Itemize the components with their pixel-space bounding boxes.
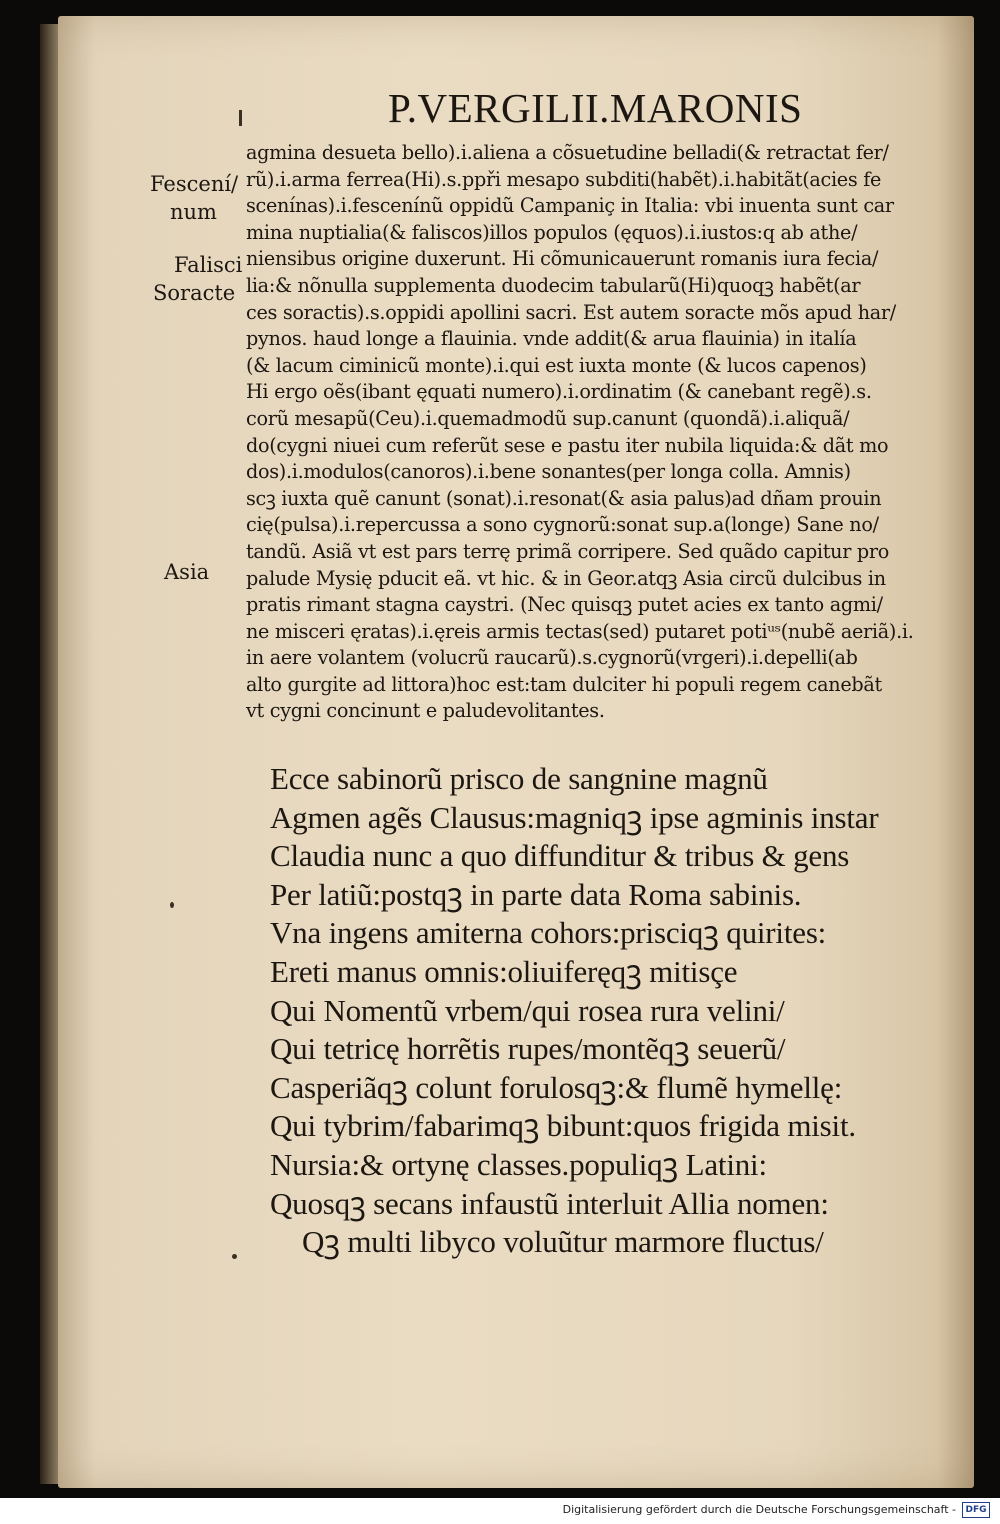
commentary-line: agmina desueta bello).i.aliena a cõsuetudine belladi(& retractat fer/ xyxy=(246,141,889,164)
verse-line: Nursia:& ortynę classes.populiqꝫ Latini: xyxy=(270,1146,767,1182)
commentary-line: do(cygni niuei cum referũt sese e pastu iter nubila liquida:& dãt mo xyxy=(246,433,889,457)
verse-block xyxy=(270,760,970,1262)
binding-edge xyxy=(40,24,58,1484)
commentary-line: ne misceri ęratas).i.ęreis armis tectas(sed) putaret potiᵘˢ(nubẽ aeriã).i. xyxy=(246,619,914,643)
commentary-line: ces soractis).s.oppidi apollini sacri. Est autem soracte mõs apud har/ xyxy=(246,300,896,324)
verse-line: Qui tetricę horrẽtis rupes/montẽqꝫ seuerũ/ xyxy=(270,1031,786,1067)
commentary-line: in aere volantem (volucrũ raucarũ).s.cygnorũ(vrgeri).i.depelli(ab xyxy=(246,646,858,670)
commentary-line: rũ).i.arma ferrea(Hi).s.ppři mesapo subditi(habẽt).i.habitãt(acies fe xyxy=(246,167,882,191)
commentary-line: palude Mysię pducit eã. vt hic. & in Geor.atqꝫ Asia circũ dulcibus in xyxy=(246,566,886,590)
folio-mark xyxy=(239,110,242,126)
marginal-note-asia: Asia xyxy=(164,560,210,584)
commentary-line: lia:& nõnulla supplementa duodecim tabularũ(Hi)quoqꝫ habẽt(ar xyxy=(246,273,861,297)
footer-credit: Digitalisierung gefördert durch die Deutsche Forschungsgemeinschaft - xyxy=(562,1503,956,1516)
commentary-line: dos).i.modulos(canoros).i.bene sonantes(per longa colla. Amnis) xyxy=(246,460,851,484)
commentary-line: (& lacum ciminicũ monte).i.qui est iuxta monte (& lucos capenos) xyxy=(246,353,867,377)
verse-line: Qui tybrim/fabarimqꝫ bibunt:quos frigida misit. xyxy=(270,1108,856,1144)
commentary-line: pratis rimant stagna caystri. (Nec quisqꝫ putet acies ex tanto agmi/ xyxy=(246,593,883,617)
paper-speck xyxy=(232,1254,237,1259)
commentary-line: niensibus origine duxerunt. Hi cõmunicauerunt romanis iura fecia/ xyxy=(246,247,879,271)
marginal-note-soracte: Soracte xyxy=(153,281,236,305)
commentary-line: pynos. haud longe a flauinia. vnde addit(& arua flauinia) in italía xyxy=(246,327,857,351)
verse-line: Per latiũ:postqꝫ in parte data Roma sabinis. xyxy=(270,876,802,912)
commentary-line: tandũ. Asiã vt est pars terrę primã corripere. Sed quãdo capitur pro xyxy=(246,539,890,563)
commentary-line: mina nuptialia(& faliscos)illos populos (ęquos).i.iustos:q ab athe/ xyxy=(246,220,858,244)
running-head: P.VERGILII.MARONIS xyxy=(388,85,803,131)
marginal-note-fescennium: Fescení/ xyxy=(150,172,239,196)
marginal-note-fescennium-cont: num xyxy=(170,200,217,224)
commentary-line: cię(pulsa).i.repercussa a sono cygnorũ:sonat sup.a(longe) Sane no/ xyxy=(246,513,879,537)
verse-line: Qꝫ multi libyco voluũtur marmore fluctus/ xyxy=(302,1224,824,1260)
verse-line: Quosqꝫ secans infaustũ interluit Allia nomen: xyxy=(270,1185,829,1221)
verse-line: Claudia nunc a quo diffunditur & tribus & gens xyxy=(270,838,850,874)
commentary-line: vt cygni concinunt e paludevolitantes. xyxy=(246,699,605,723)
commentary-line: scꝫ iuxta quẽ canunt (sonat).i.resonat(& asia palus)ad dñam prouin xyxy=(246,486,882,510)
verse-line: Ecce sabinorũ prisco de sangnine magnũ xyxy=(270,761,768,796)
verse-line: Ereti manus omnis:oliuiferęqꝫ mitisçe xyxy=(270,953,738,989)
commentary-line: Hi ergo oẽs(ibant ęquati numero).i.ordinatim (& canebant regẽ).s. xyxy=(246,380,872,404)
commentary-line: alto gurgite ad littora)hoc est:tam dulciter hi populi regem canebãt xyxy=(246,672,882,696)
marginal-note-falisci: Falisci xyxy=(174,253,243,277)
paper-speck xyxy=(170,902,174,908)
verse-line: Casperiãqꝫ colunt forulosqꝫ:& flumẽ hymellę: xyxy=(270,1069,843,1105)
commentary-line: corũ mesapũ(Ceu).i.quemadmodũ sup.canunt (quondã).i.aliquã/ xyxy=(246,406,850,430)
verse-line: Qui Nomentũ vrbem/qui rosea rura velini/ xyxy=(270,992,785,1028)
verse-line: Vna ingens amiterna cohors:prisciqꝫ quirites: xyxy=(270,915,827,951)
commentary-block xyxy=(246,140,962,725)
footer-bar xyxy=(0,1498,1000,1524)
commentary-line: scenínas).i.fescenínũ oppidũ Campaniç in Italia: vbi inuenta sunt car xyxy=(246,194,894,218)
dfg-logo[interactable]: DFG xyxy=(962,1502,990,1518)
verse-line: Agmen agẽs Clausus:magniqꝫ ipse agminis instar xyxy=(270,799,879,835)
